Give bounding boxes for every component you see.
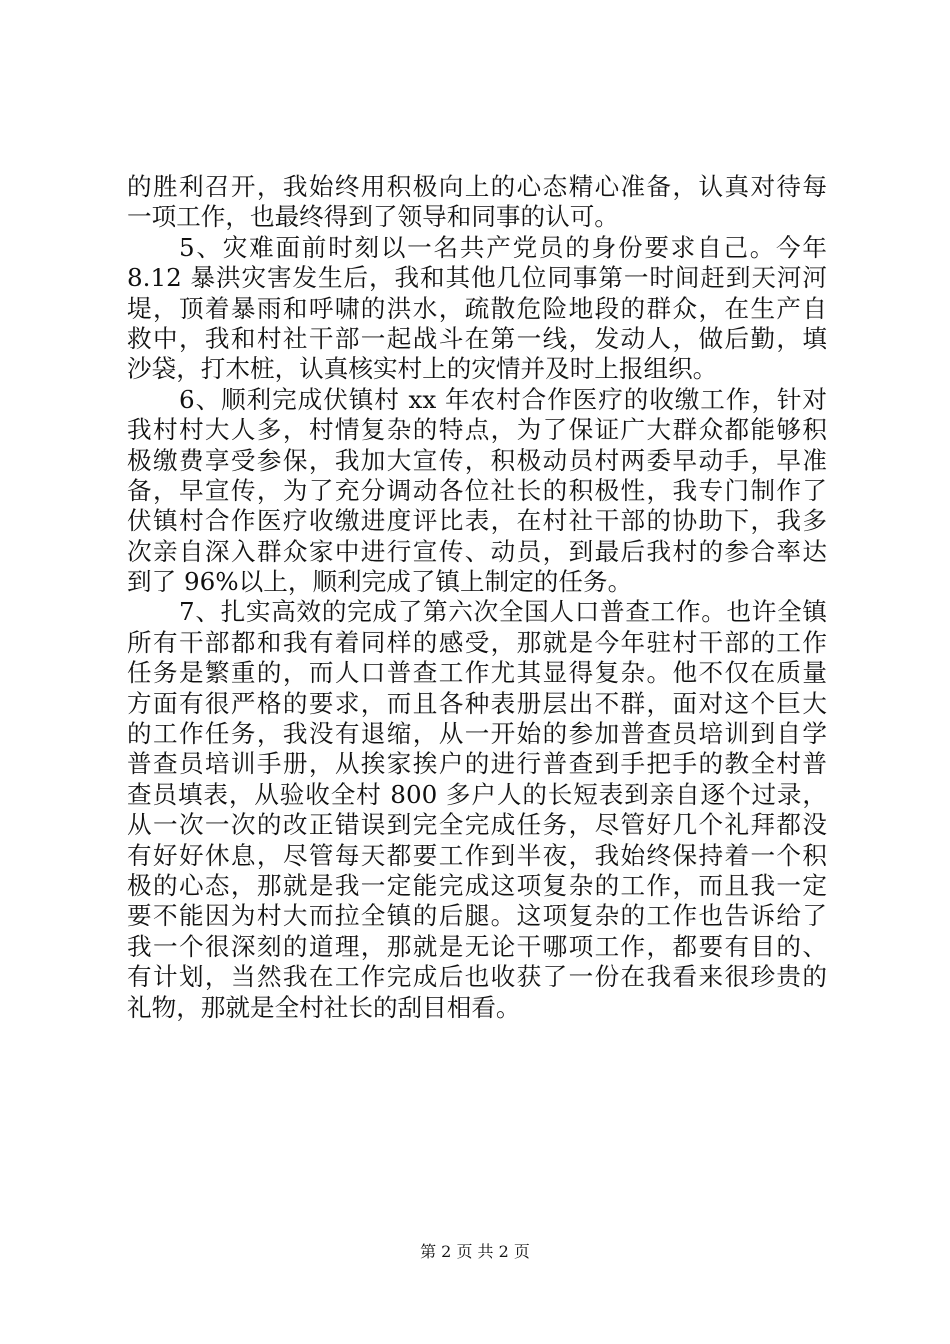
body-text-line: 有计划，当然我在工作完成后也收获了一份在我看来很珍贵的	[127, 962, 827, 992]
body-text-line: 8.12 暴洪灾害发生后，我和其他几位同事第一时间赶到天河河	[127, 263, 827, 293]
body-text-line: 的工作任务，我没有退缩，从一开始的参加普查员培训到自学	[127, 719, 827, 749]
body-text-line: 堤，顶着暴雨和呼啸的洪水，疏散危险地段的群众，在生产自	[127, 293, 827, 323]
body-text-line: 礼物，那就是全村社长的刮目相看。	[127, 992, 521, 1022]
body-text-line: 备，早宣传，为了充分调动各位社长的积极性，我专门制作了	[127, 475, 827, 505]
paragraph-first-line: 6、顺利完成伏镇村 xx 年农村合作医疗的收缴工作，针对	[179, 384, 827, 414]
paragraph-first-line: 5、灾难面前时刻以一名共产党员的身份要求自己。今年	[179, 232, 827, 262]
document-body	[127, 172, 827, 1023]
body-text-line: 的胜利召开，我始终用积极向上的心态精心准备，认真对待每	[127, 172, 827, 201]
body-text-line: 一项工作，也最终得到了领导和同事的认可。	[127, 202, 619, 232]
body-text-line: 方面有很严格的要求，而且各种表册层出不群，面对这个巨大	[127, 688, 827, 718]
body-text-line: 要不能因为村大而拉全镇的后腿。这项复杂的工作也告诉给了	[127, 901, 827, 931]
body-text-line: 从一次一次的改正错误到完全完成任务，尽管好几个礼拜都没	[127, 810, 827, 840]
body-text-line: 普查员培训手册，从挨家挨户的进行普查到手把手的教全村普	[127, 749, 827, 779]
body-text-line: 我一个很深刻的道理，那就是无论干哪项工作，都要有目的、	[127, 931, 827, 961]
body-text-line: 次亲自深入群众家中进行宣传、动员，到最后我村的参合率达	[127, 536, 827, 566]
body-text-line: 我村村大人多，村情复杂的特点，为了保证广大群众都能够积	[127, 415, 827, 445]
body-text-line: 沙袋，打木桩，认真核实村上的灾情并及时上报组织。	[127, 354, 718, 384]
body-text-line: 到了 96%以上，顺利完成了镇上制定的任务。	[127, 567, 633, 597]
body-text-line: 极缴费享受参保，我加大宣传，积极动员村两委早动手，早准	[127, 445, 827, 475]
body-text-line: 查员填表，从验收全村 800 多户人的长短表到亲自逐个过录，	[127, 779, 827, 809]
body-text-line: 所有干部都和我有着同样的感受，那就是今年驻村干部的工作	[127, 627, 827, 657]
body-text-line: 极的心态，那就是我一定能完成这项复杂的工作，而且我一定	[127, 870, 827, 900]
body-text-line: 救中，我和村社干部一起战斗在第一线，发动人，做后勤，填	[127, 323, 827, 353]
body-text-line: 任务是繁重的，而人口普查工作尤其显得复杂。他不仅在质量	[127, 658, 827, 688]
body-text-line: 有好好休息，尽管每天都要工作到半夜，我始终保持着一个积	[127, 840, 827, 870]
paragraph-first-line: 7、扎实高效的完成了第六次全国人口普查工作。也许全镇	[179, 597, 827, 627]
page-number-footer: 第 2 页 共 2 页	[420, 1242, 530, 1261]
body-text-line: 伏镇村合作医疗收缴进度评比表，在村社干部的协助下，我多	[127, 506, 827, 536]
